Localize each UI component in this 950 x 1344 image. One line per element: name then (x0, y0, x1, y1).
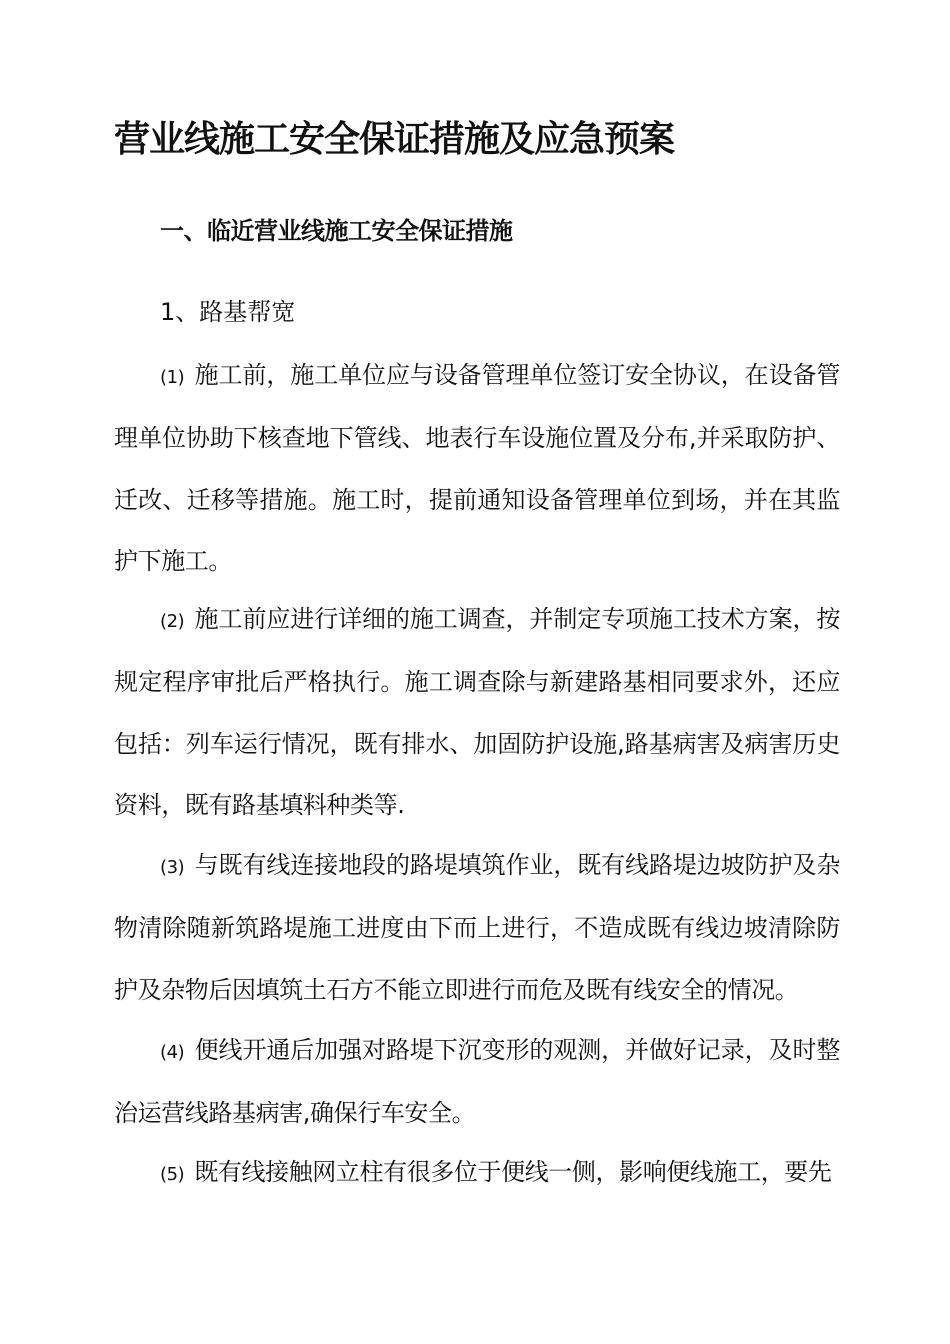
paragraph-text: 便线开通后加强对路堤下沉变形的观测，并做好记录，及时整治运营线路基病害,确保行车安全。 (114, 1036, 840, 1128)
paragraph-5 (114, 1142, 840, 1205)
paragraph-number: (1) (160, 367, 185, 388)
paragraph-text: 施工前，施工单位应与设备管理单位签订安全协议，在设备管理单位协助下核查地下管线、地表行车设施位置及分布,并采取防护、迁改、迁移等措施。施工时，提前通知设备管理单位到场，并在其监护下施工。 (114, 361, 840, 576)
paragraph-3 (114, 835, 840, 1021)
document-title: 营业线施工安全保证措施及应急预案 (114, 119, 675, 160)
paragraph-text: 施工前应进行详细的施工调查，并制定专项施工技术方案，按规定程序审批后严格执行。施工调查除与新建路基相同要求外，还应包括：列车运行情况，既有排水、加固防护设施,路基病害及病害历史资料，既有路基填料种类等. (114, 605, 840, 820)
paragraph-number: (5) (160, 1164, 185, 1185)
paragraph-text: 与既有线连接地段的路堤填筑作业，既有线路堤边坡防护及杂物清除随新筑路堤施工进度由下而上进行，不造成既有线边坡清除防护及杂物后因填筑土石方不能立即进行而危及既有线安全的情况。 (114, 851, 840, 1004)
paragraph-number: (2) (160, 611, 185, 632)
section-heading: 一、临近营业线施工安全保证措施 (160, 217, 513, 245)
paragraph-2 (114, 589, 840, 837)
paragraph-4 (114, 1020, 840, 1145)
subsection-heading: 1、路基帮宽 (160, 298, 296, 326)
paragraph-number: (4) (160, 1042, 185, 1063)
paragraph-1 (114, 345, 840, 593)
paragraph-text: 既有线接触网立柱有很多位于便线一侧，影响便线施工，要先 (194, 1158, 832, 1186)
paragraph-number: (3) (160, 857, 185, 878)
